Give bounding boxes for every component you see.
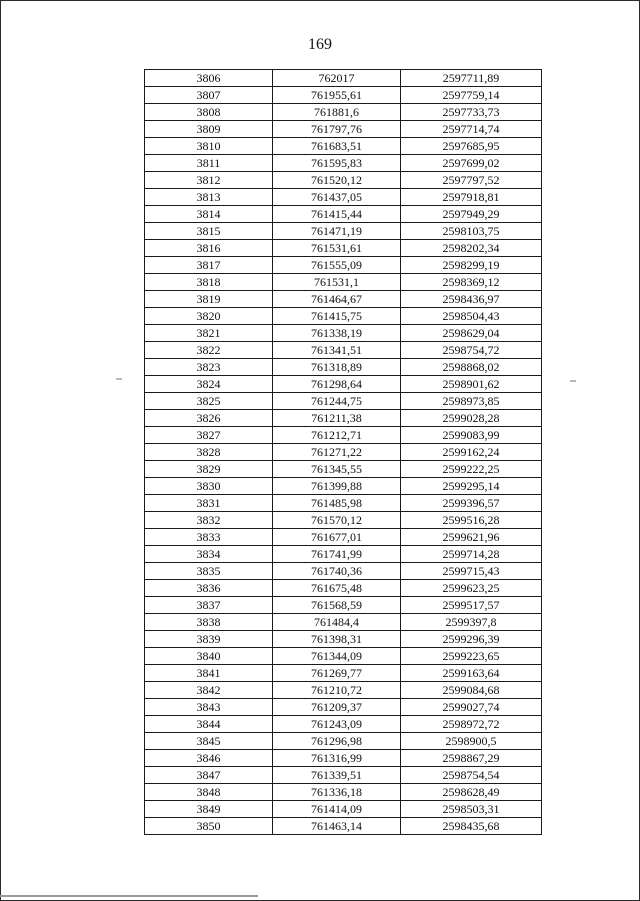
x-coordinate-cell: 761345,55	[273, 461, 401, 478]
x-coordinate-cell: 762017	[273, 70, 401, 87]
y-coordinate-cell: 2599223,65	[401, 648, 542, 665]
table-row	[145, 87, 542, 104]
x-coordinate-cell: 761797,76	[273, 121, 401, 138]
x-coordinate-cell: 761520,12	[273, 172, 401, 189]
x-coordinate-cell: 761398,31	[273, 631, 401, 648]
y-coordinate-cell: 2599623,25	[401, 580, 542, 597]
x-coordinate-cell: 761339,51	[273, 767, 401, 784]
y-coordinate-cell: 2598973,85	[401, 393, 542, 410]
x-coordinate-cell: 761740,36	[273, 563, 401, 580]
point-number-cell: 3840	[145, 648, 273, 665]
y-coordinate-cell: 2598504,43	[401, 308, 542, 325]
x-coordinate-cell: 761464,67	[273, 291, 401, 308]
table-row	[145, 478, 542, 495]
table-row	[145, 444, 542, 461]
table-row	[145, 376, 542, 393]
x-coordinate-cell: 761269,77	[273, 665, 401, 682]
table-row	[145, 733, 542, 750]
table-row	[145, 189, 542, 206]
point-number-cell: 3816	[145, 240, 273, 257]
x-coordinate-cell: 761955,61	[273, 87, 401, 104]
y-coordinate-cell: 2598202,34	[401, 240, 542, 257]
table-row	[145, 563, 542, 580]
coordinates-table-body	[145, 70, 542, 835]
y-coordinate-cell: 2597797,52	[401, 172, 542, 189]
y-coordinate-cell: 2598628,49	[401, 784, 542, 801]
y-coordinate-cell: 2597918,81	[401, 189, 542, 206]
x-coordinate-cell: 761484,4	[273, 614, 401, 631]
point-number-cell: 3848	[145, 784, 273, 801]
point-number-cell: 3818	[145, 274, 273, 291]
table-row	[145, 257, 542, 274]
y-coordinate-cell: 2598754,72	[401, 342, 542, 359]
x-coordinate-cell: 761210,72	[273, 682, 401, 699]
point-number-cell: 3838	[145, 614, 273, 631]
page-number: 169	[308, 36, 332, 53]
y-coordinate-cell: 2598435,68	[401, 818, 542, 835]
table-row	[145, 784, 542, 801]
point-number-cell: 3817	[145, 257, 273, 274]
point-number-cell: 3834	[145, 546, 273, 563]
x-coordinate-cell: 761415,44	[273, 206, 401, 223]
table-row	[145, 750, 542, 767]
y-coordinate-cell: 2599516,28	[401, 512, 542, 529]
y-coordinate-cell: 2598868,02	[401, 359, 542, 376]
x-coordinate-cell: 761677,01	[273, 529, 401, 546]
y-coordinate-cell: 2598972,72	[401, 716, 542, 733]
table-row	[145, 70, 542, 87]
point-number-cell: 3811	[145, 155, 273, 172]
point-number-cell: 3837	[145, 597, 273, 614]
y-coordinate-cell: 2597949,29	[401, 206, 542, 223]
point-number-cell: 3845	[145, 733, 273, 750]
table-row	[145, 767, 542, 784]
table-row	[145, 325, 542, 342]
table-row	[145, 529, 542, 546]
table-row	[145, 172, 542, 189]
x-coordinate-cell: 761211,38	[273, 410, 401, 427]
table-row	[145, 223, 542, 240]
x-coordinate-cell: 761531,1	[273, 274, 401, 291]
point-number-cell: 3808	[145, 104, 273, 121]
point-number-cell: 3825	[145, 393, 273, 410]
table-row	[145, 155, 542, 172]
x-coordinate-cell: 761296,98	[273, 733, 401, 750]
point-number-cell: 3826	[145, 410, 273, 427]
y-coordinate-cell: 2597685,95	[401, 138, 542, 155]
point-number-cell: 3830	[145, 478, 273, 495]
table-row	[145, 291, 542, 308]
y-coordinate-cell: 2598103,75	[401, 223, 542, 240]
y-coordinate-cell: 2597711,89	[401, 70, 542, 87]
point-number-cell: 3812	[145, 172, 273, 189]
table-row	[145, 546, 542, 563]
point-number-cell: 3844	[145, 716, 273, 733]
x-coordinate-cell: 761298,64	[273, 376, 401, 393]
y-coordinate-cell: 2599028,28	[401, 410, 542, 427]
point-number-cell: 3828	[145, 444, 273, 461]
point-number-cell: 3842	[145, 682, 273, 699]
point-number-cell: 3835	[145, 563, 273, 580]
point-number-cell: 3814	[145, 206, 273, 223]
table-row	[145, 614, 542, 631]
point-number-cell: 3832	[145, 512, 273, 529]
point-number-cell: 3841	[145, 665, 273, 682]
y-coordinate-cell: 2598900,5	[401, 733, 542, 750]
table-row	[145, 597, 542, 614]
point-number-cell: 3823	[145, 359, 273, 376]
point-number-cell: 3850	[145, 818, 273, 835]
x-coordinate-cell: 761318,89	[273, 359, 401, 376]
scan-mark	[570, 380, 576, 382]
point-number-cell: 3846	[145, 750, 273, 767]
point-number-cell: 3807	[145, 87, 273, 104]
x-coordinate-cell: 761570,12	[273, 512, 401, 529]
x-coordinate-cell: 761243,09	[273, 716, 401, 733]
bottom-rule	[0, 895, 258, 897]
y-coordinate-cell: 2597699,02	[401, 155, 542, 172]
x-coordinate-cell: 761471,19	[273, 223, 401, 240]
point-number-cell: 3821	[145, 325, 273, 342]
point-number-cell: 3824	[145, 376, 273, 393]
table-row	[145, 682, 542, 699]
x-coordinate-cell: 761344,09	[273, 648, 401, 665]
table-row	[145, 138, 542, 155]
table-row	[145, 206, 542, 223]
x-coordinate-cell: 761568,59	[273, 597, 401, 614]
point-number-cell: 3809	[145, 121, 273, 138]
y-coordinate-cell: 2599222,25	[401, 461, 542, 478]
x-coordinate-cell: 761741,99	[273, 546, 401, 563]
x-coordinate-cell: 761595,83	[273, 155, 401, 172]
table-row	[145, 393, 542, 410]
table-row	[145, 580, 542, 597]
x-coordinate-cell: 761463,14	[273, 818, 401, 835]
table-row	[145, 495, 542, 512]
table-row	[145, 410, 542, 427]
x-coordinate-cell: 761683,51	[273, 138, 401, 155]
table-row	[145, 274, 542, 291]
point-number-cell: 3815	[145, 223, 273, 240]
y-coordinate-cell: 2598369,12	[401, 274, 542, 291]
y-coordinate-cell: 2598503,31	[401, 801, 542, 818]
y-coordinate-cell: 2599163,64	[401, 665, 542, 682]
point-number-cell: 3820	[145, 308, 273, 325]
x-coordinate-cell: 761531,61	[273, 240, 401, 257]
x-coordinate-cell: 761437,05	[273, 189, 401, 206]
table-row	[145, 308, 542, 325]
x-coordinate-cell: 761399,88	[273, 478, 401, 495]
table-row	[145, 631, 542, 648]
point-number-cell: 3810	[145, 138, 273, 155]
y-coordinate-cell: 2599162,24	[401, 444, 542, 461]
y-coordinate-cell: 2599714,28	[401, 546, 542, 563]
y-coordinate-cell: 2597759,14	[401, 87, 542, 104]
point-number-cell: 3806	[145, 70, 273, 87]
y-coordinate-cell: 2599397,8	[401, 614, 542, 631]
y-coordinate-cell: 2599396,57	[401, 495, 542, 512]
y-coordinate-cell: 2599084,68	[401, 682, 542, 699]
point-number-cell: 3833	[145, 529, 273, 546]
y-coordinate-cell: 2599083,99	[401, 427, 542, 444]
y-coordinate-cell: 2599715,43	[401, 563, 542, 580]
x-coordinate-cell: 761485,98	[273, 495, 401, 512]
table-row	[145, 121, 542, 138]
x-coordinate-cell: 761881,6	[273, 104, 401, 121]
table-row	[145, 716, 542, 733]
x-coordinate-cell: 761316,99	[273, 750, 401, 767]
point-number-cell: 3813	[145, 189, 273, 206]
table-row	[145, 461, 542, 478]
y-coordinate-cell: 2598436,97	[401, 291, 542, 308]
y-coordinate-cell: 2599027,74	[401, 699, 542, 716]
table-row	[145, 359, 542, 376]
scan-mark	[116, 378, 122, 380]
table-row	[145, 665, 542, 682]
table-row	[145, 512, 542, 529]
x-coordinate-cell: 761271,22	[273, 444, 401, 461]
y-coordinate-cell: 2599295,14	[401, 478, 542, 495]
coordinates-table	[144, 69, 542, 835]
y-coordinate-cell: 2599296,39	[401, 631, 542, 648]
x-coordinate-cell: 761341,51	[273, 342, 401, 359]
x-coordinate-cell: 761414,09	[273, 801, 401, 818]
table-row	[145, 342, 542, 359]
y-coordinate-cell: 2597733,73	[401, 104, 542, 121]
y-coordinate-cell: 2598901,62	[401, 376, 542, 393]
point-number-cell: 3839	[145, 631, 273, 648]
point-number-cell: 3827	[145, 427, 273, 444]
y-coordinate-cell: 2599517,57	[401, 597, 542, 614]
point-number-cell: 3822	[145, 342, 273, 359]
x-coordinate-cell: 761675,48	[273, 580, 401, 597]
point-number-cell: 3831	[145, 495, 273, 512]
point-number-cell: 3819	[145, 291, 273, 308]
table-row	[145, 427, 542, 444]
table-row	[145, 818, 542, 835]
table-row	[145, 104, 542, 121]
x-coordinate-cell: 761244,75	[273, 393, 401, 410]
table-row	[145, 240, 542, 257]
table-row	[145, 699, 542, 716]
x-coordinate-cell: 761209,37	[273, 699, 401, 716]
point-number-cell: 3843	[145, 699, 273, 716]
y-coordinate-cell: 2598867,29	[401, 750, 542, 767]
y-coordinate-cell: 2598299,19	[401, 257, 542, 274]
point-number-cell: 3829	[145, 461, 273, 478]
x-coordinate-cell: 761415,75	[273, 308, 401, 325]
y-coordinate-cell: 2598754,54	[401, 767, 542, 784]
x-coordinate-cell: 761336,18	[273, 784, 401, 801]
x-coordinate-cell: 761212,71	[273, 427, 401, 444]
y-coordinate-cell: 2599621,96	[401, 529, 542, 546]
point-number-cell: 3849	[145, 801, 273, 818]
table-row	[145, 648, 542, 665]
y-coordinate-cell: 2598629,04	[401, 325, 542, 342]
x-coordinate-cell: 761338,19	[273, 325, 401, 342]
x-coordinate-cell: 761555,09	[273, 257, 401, 274]
y-coordinate-cell: 2597714,74	[401, 121, 542, 138]
table-row	[145, 801, 542, 818]
point-number-cell: 3847	[145, 767, 273, 784]
point-number-cell: 3836	[145, 580, 273, 597]
